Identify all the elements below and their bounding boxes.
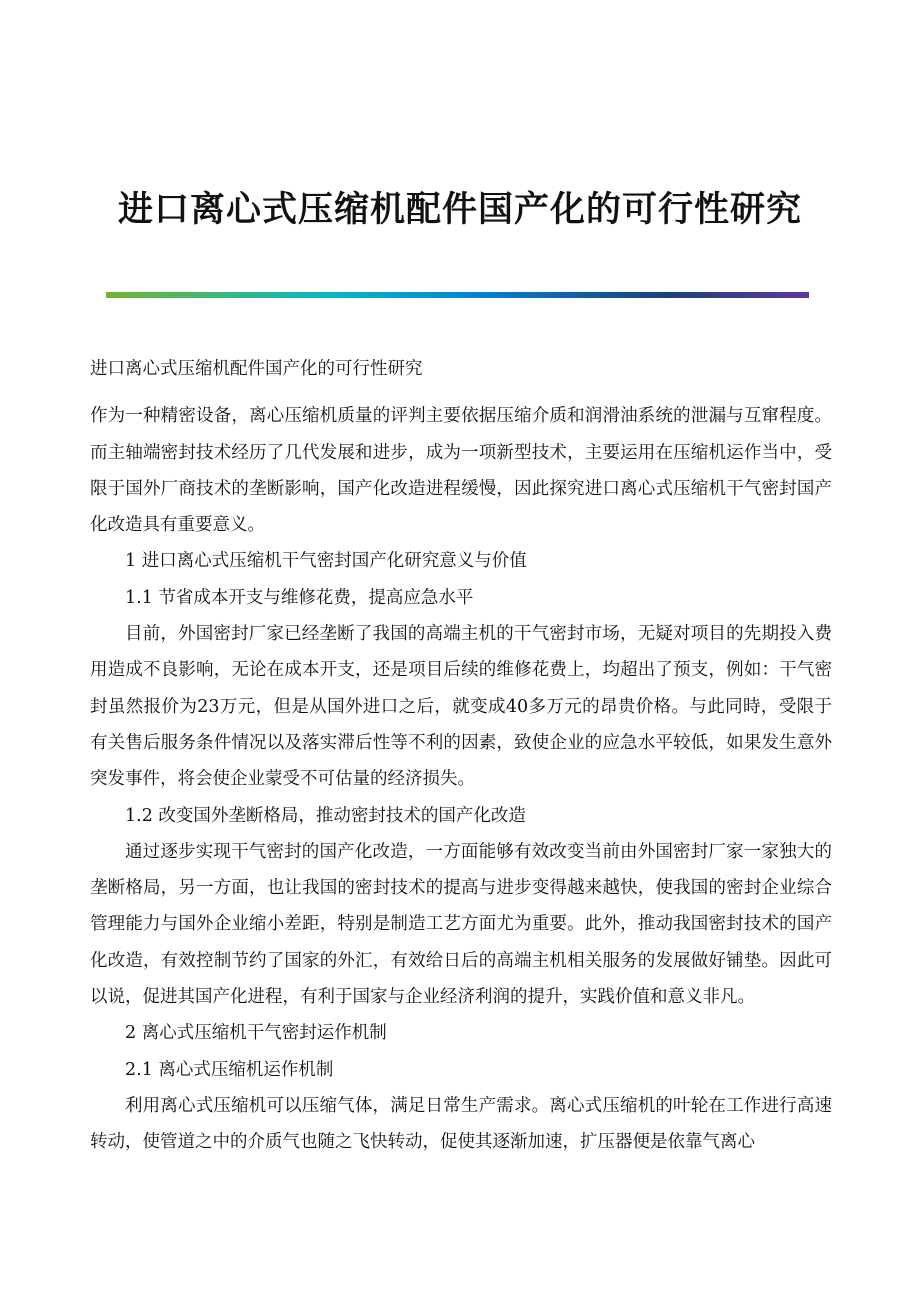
section-heading: 2.1 离心式压缩机运作机制	[125, 1059, 334, 1080]
gradient-divider	[106, 292, 809, 298]
document-title: 进口离心式压缩机配件国产化的可行性研究	[117, 190, 802, 230]
paragraph: 作为一种精密设备，离心压缩机质量的评判主要依据压缩介质和润滑油系统的泄漏与互窜程度。而主轴端密封技术经历了几代发展和进步，成为一项新型技术，主要运用在压缩机运作当中，受限于国外厂商技术的垄断影响，国产化改造进程缓慢，因此探究进口离心式压缩机干气密封国产化改造具有重要意义。	[90, 406, 832, 536]
document-body	[90, 351, 832, 1161]
paragraph: 通过逐步实现干气密封的国产化改造，一方面能够有效改变当前由外国密封厂家一家独大的垄断格局，另一方面，也让我国的密封技术的提高与进步变得越来越快，使我国的密封企业综合管理能力与国外企业缩小差距，特别是制造工艺方面尤为重要。此外，推动我国密封技术的国产化改造，有效控制节约了国家的外汇，有效给日后的高端主机相关服务的发展做好铺垫。因此可以说，促进其国产化进程，有利于国家与企业经济利润的提升，实践价值和意义非凡。	[90, 841, 832, 1008]
paragraph: 目前，外国密封厂家已经垄断了我国的高端主机的干气密封市场，无疑对项目的先期投入费用造成不良影响，无论在成本开支，还是项目后续的维修花费上，均超出了预支，例如：干气密封虽然报价为23万元，但是从国外进口之后，就变成40多万元的昂贵价格。与此同時，受限于有关售后服务条件情况以及落实滞后性等不利的因素，致使企业的应急水平较低，如果发生意外突发事件，将会使企业蒙受不可估量的经济损失。	[90, 624, 832, 790]
subtitle: 进口离心式压缩机配件国产化的可行性研究	[90, 359, 423, 379]
paragraph: 利用离心式压缩机可以压缩气体，满足日常生产需求。离心式压缩机的叶轮在工作进行高速转动，使管道之中的介质气也随之飞快转动，促使其逐渐加速，扩压器便是依靠气离心	[90, 1095, 832, 1153]
section-heading: 1.2 改变国外垄断格局，推动密封技术的国产化改造	[125, 805, 526, 826]
section-heading: 2 离心式压缩机干气密封运作机制	[125, 1023, 387, 1044]
section-heading: 1.1 节省成本开支与维修花费，提高应急水平	[125, 587, 474, 608]
section-heading: 1 进口离心式压缩机干气密封国产化研究意义与价值	[125, 551, 527, 572]
